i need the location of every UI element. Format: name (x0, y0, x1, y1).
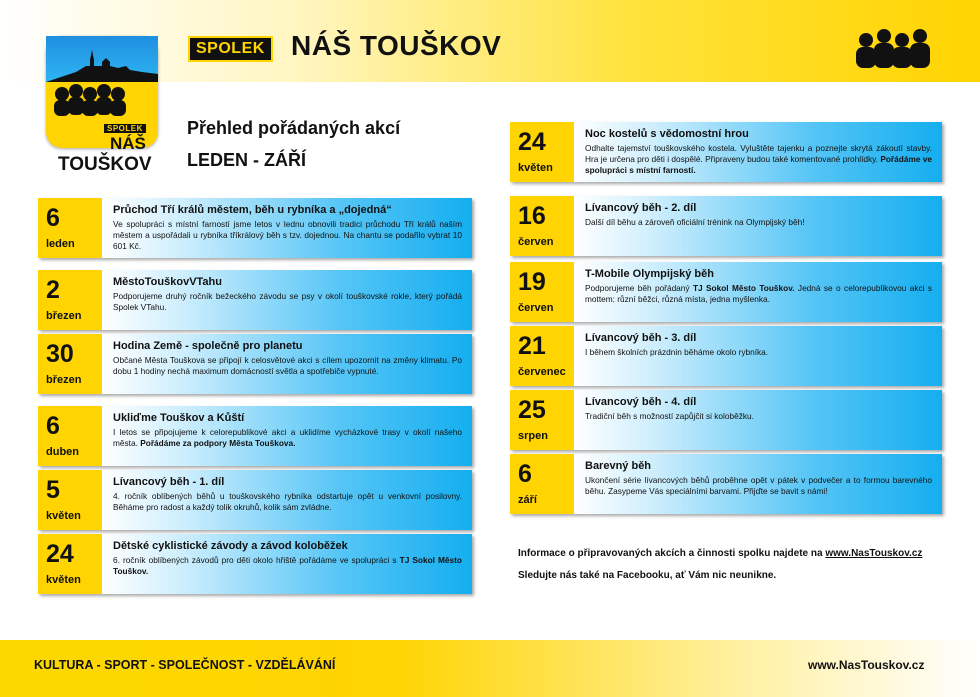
event-day: 30 (46, 340, 74, 368)
spolek-badge: SPOLEK (188, 36, 273, 62)
event-desc-text: Občané Města Touškova se připojí k celosvětové akci s cílem upozornit na změny klimatu. Po dobu 1 hodiny nechá maximum domácností světla a spotřebiče vypnuté. (113, 355, 462, 376)
event-description (585, 217, 932, 228)
event-month: květen (518, 162, 553, 174)
info-text: Informace o připravovaných akcích a činnosti spolku najdete na (518, 548, 823, 559)
footer-website-link[interactable]: www.NasTouskov.cz (808, 658, 925, 672)
event-card (38, 270, 472, 330)
event-body (102, 270, 472, 330)
event-date (38, 534, 102, 594)
event-card (510, 326, 942, 386)
logo-name-line2: TOUŠKOV (58, 154, 152, 175)
event-date (38, 198, 102, 258)
event-day: 5 (46, 476, 60, 504)
event-day: 2 (46, 276, 60, 304)
event-month: červenec (518, 366, 566, 378)
footer-slogan: KULTURA - SPORT - SPOLEČNOST - VZDĚLÁVÁNÍ (34, 658, 336, 672)
event-card (38, 470, 472, 530)
event-month: červen (518, 302, 554, 314)
event-day: 16 (518, 202, 546, 230)
event-title: Dětské cyklistické závody a závod koloběžek (113, 540, 348, 552)
event-date (510, 390, 574, 450)
event-title: Lívancový běh - 4. díl (585, 396, 697, 408)
event-desc-bold: Pořádáme ve spolupráci s místní farností. (585, 154, 933, 175)
event-body (574, 196, 942, 256)
event-date (38, 334, 102, 394)
event-body (574, 122, 942, 182)
event-card (38, 534, 472, 594)
event-date (510, 122, 574, 182)
event-date (38, 270, 102, 330)
event-desc-after: Jedná se o celorepublikovou akci s mottem: různí běžci, různá místa, jedna myšlenka. (585, 283, 932, 304)
event-body (574, 390, 942, 450)
logo-spolek-label: SPOLEK (104, 124, 146, 133)
event-title: Ukliďme Touškov a Kůští (113, 412, 245, 424)
event-date (510, 454, 574, 514)
event-desc-text: Tradiční běh s možností zapůjčit si koloběžku. (585, 411, 754, 421)
event-desc-text: 4. ročník oblíbených běhů u touškovského rybníka odstartuje opět u venkovní posilovny. Běháme pro radost a každý tolik okruhů, kolik sám zvládne. (113, 491, 462, 512)
logo-name-line1: NÁŠ (110, 134, 146, 153)
event-month: březen (46, 374, 82, 386)
event-month: srpen (518, 430, 548, 442)
event-title: Lívancový běh - 3. díl (585, 332, 697, 344)
event-body (102, 334, 472, 394)
event-desc-bold: Pořádáme za podpory Města Touškova. (140, 438, 296, 448)
event-title: T-Mobile Olympijský běh (585, 268, 714, 280)
event-body (574, 454, 942, 514)
event-desc-bold: TJ Sokol Město Touškov. (692, 283, 795, 293)
event-date (510, 196, 574, 256)
event-title: Barevný běh (585, 460, 652, 472)
event-desc-text: 6. ročník oblíbených závodů pro děti okolo hřiště pořádáme ve spolupráci s (113, 555, 397, 565)
event-day: 24 (518, 128, 546, 156)
event-description (585, 143, 932, 176)
event-card (510, 122, 942, 182)
event-date (38, 406, 102, 466)
event-day: 21 (518, 332, 546, 360)
event-description (113, 491, 462, 513)
event-description (585, 347, 932, 358)
event-card (38, 406, 472, 466)
page-heading: Přehled pořádaných akcí (187, 118, 401, 138)
event-desc-text: Ukončení série lívancových běhů proběhne opět v pátek v podvečer a to formou barevného běhu. Zasypeme Vás speciálními barvami. Přijďte se bavit s námi! (585, 475, 932, 496)
event-day: 19 (518, 268, 546, 296)
event-desc-text: Další díl běhu a zároveň oficiální trénink na Olympijský běh! (585, 217, 805, 227)
event-title: Noc kostelů s vědomostní hrou (585, 128, 749, 140)
event-body (574, 262, 942, 322)
event-date (38, 470, 102, 530)
event-description (113, 219, 462, 252)
event-month: leden (46, 238, 75, 250)
event-description (113, 355, 462, 377)
event-card (38, 334, 472, 394)
event-desc-text: I letos se připojujeme k celorepublikové akci a uklidíme vycházkové trasy v okolí našeho města. (113, 427, 462, 448)
event-month: květen (46, 510, 81, 522)
event-title: MěstoTouškovVTahu (113, 276, 222, 288)
event-date (510, 326, 574, 386)
event-desc-text: I během školních prázdnin běháme okolo rybníka. (585, 347, 769, 357)
event-desc-text: Podporujeme druhý ročník bežeckého závodu se psy v okolí touškovské rokle, který pořádá Spolek VTahu. (113, 291, 462, 312)
event-body (102, 198, 472, 258)
event-month: březen (46, 310, 82, 322)
event-day: 24 (46, 540, 74, 568)
event-description (113, 555, 462, 577)
event-description (585, 411, 932, 422)
event-desc-text: Odhalte tajemství touškovského kostela. Vyluštěte tajenku a poznejte skrytá zákoutí stavby. Hra je určena pro děti i dospělé. Připraveny budou také komentované prohlídky. (585, 143, 932, 164)
event-day: 25 (518, 396, 546, 424)
event-month: září (518, 494, 537, 506)
event-description (585, 283, 932, 305)
page-subheading: LEDEN - ZÁŘÍ (187, 150, 306, 170)
event-title: Lívancový běh - 1. díl (113, 476, 225, 488)
logo (46, 36, 158, 175)
event-desc-bold: TJ Sokol Město Touškov. (113, 555, 462, 576)
event-description (113, 291, 462, 313)
event-day: 6 (518, 460, 532, 488)
event-day: 6 (46, 204, 60, 232)
event-card (510, 390, 942, 450)
event-month: červen (518, 236, 554, 248)
event-card (510, 262, 942, 322)
event-month: duben (46, 446, 79, 458)
event-body (574, 326, 942, 386)
facebook-note: Sledujte nás také na Facebooku, ať Vám nic neunikne. (518, 570, 777, 581)
event-body (102, 470, 472, 530)
event-body (102, 406, 472, 466)
event-card (510, 196, 942, 256)
event-description (113, 427, 462, 449)
website-link[interactable]: www.NasTouskov.cz (825, 548, 923, 559)
event-title: Hodina Země - společně pro planetu (113, 340, 303, 352)
event-body (102, 534, 472, 594)
info-line (518, 548, 922, 559)
brand-title: NÁŠ TOUŠKOV (291, 30, 502, 61)
people-group-icon (854, 26, 938, 68)
event-card (38, 198, 472, 258)
event-date (510, 262, 574, 322)
event-desc-text: Podporujeme běh pořádaný (585, 283, 690, 293)
event-month: květen (46, 574, 81, 586)
event-description (585, 475, 932, 497)
event-title: Průchod Tří králů městem, běh u rybníka a „dojedná“ (113, 204, 392, 216)
event-day: 6 (46, 412, 60, 440)
event-desc-text: Ve spolupráci s místní farností jsme letos v lednu obnovili tradici průchodu Tří králů naším městem a uspořádali u rybníka tříkrálový běh s tzv. dojednou. Na chantu se podařilo vybrat 10 601 Kč. (113, 219, 462, 251)
event-title: Lívancový běh - 2. díl (585, 202, 697, 214)
event-card (510, 454, 942, 514)
